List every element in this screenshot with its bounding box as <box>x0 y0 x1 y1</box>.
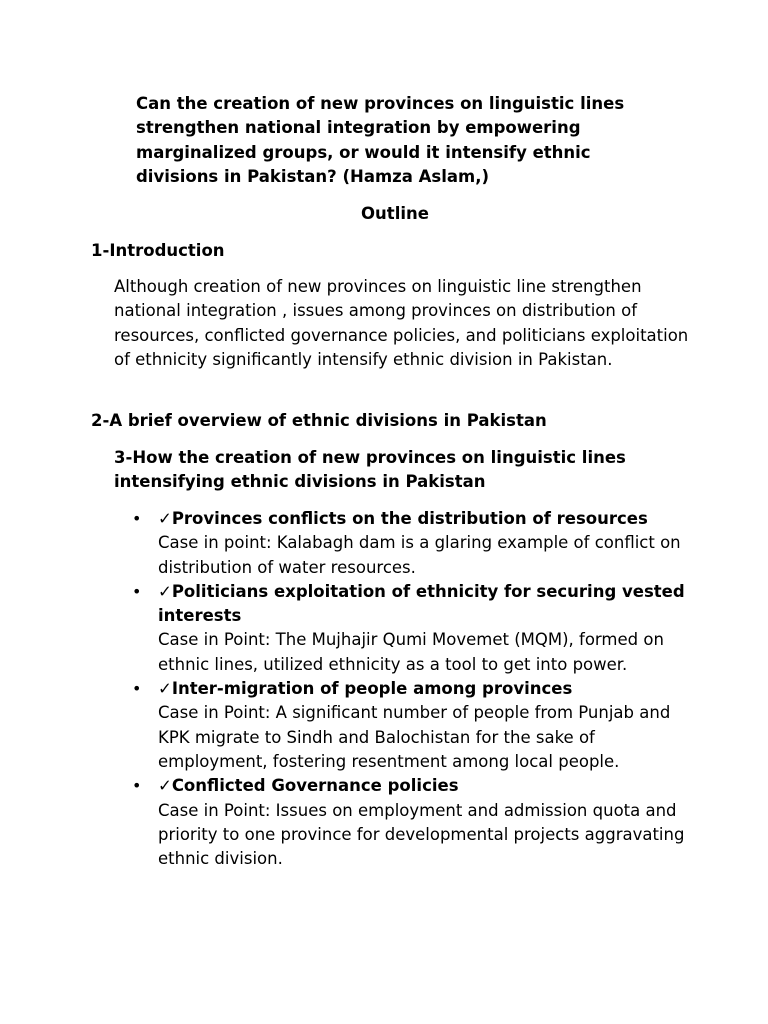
bullet-icon: • <box>132 509 142 528</box>
list-item <box>114 774 694 871</box>
introduction-heading: 1-Introduction <box>91 241 225 260</box>
list-item-example: Case in Point: A significant number of people from Punjab and KPK migrate to Sindh and Balochistan for the sake of employment, fostering resentment among local people. <box>158 703 671 771</box>
bullet-icon: • <box>132 776 142 796</box>
list-item <box>114 580 694 677</box>
argument-list <box>114 507 694 871</box>
list-item <box>114 507 694 580</box>
essay-question-title: Can the creation of new provinces on linguistic lines strengthen national integration by empowering marginalized groups, or would it intensify ethnic divisions in Pakistan? (Hamza Aslam,) <box>136 94 625 186</box>
list-item-example: Case in point: Kalabagh dam is a glaring example of conflict on distribution of water resources. <box>158 533 681 577</box>
bullet-icon: • <box>132 679 142 699</box>
bullet-icon: • <box>132 581 142 601</box>
list-item-heading: ✓Conflicted Governance policies <box>158 776 459 796</box>
list-item-heading: ✓Provinces conflicts on the distribution of resources <box>158 509 648 528</box>
list-item-example: Case in Point: Issues on employment and admission quota and priority to one province for developmental projects aggravating ethnic division. <box>158 800 685 869</box>
outline-heading: Outline <box>361 204 429 223</box>
creation-intensifying-heading: 3-How the creation of new provinces on linguistic lines intensifying ethnic divisions in Pakistan <box>114 448 626 492</box>
list-item-heading: ✓Inter-migration of people among provinces <box>158 679 573 699</box>
list-item <box>114 677 694 774</box>
list-item-example: Case in Point: The Mujhajir Qumi Movemet (MQM), formed on ethnic lines, utilized ethnicity as a tool to get into power. <box>158 630 664 674</box>
list-item-heading: ✓Politicians exploitation of ethnicity for securing vested interests <box>158 581 685 626</box>
introduction-paragraph: Although creation of new provinces on linguistic line strengthen national integration , issues among provinces on distribution of resources, conflicted governance policies, and politicians exploitation of ethnicity significantly intensify ethnic division in Pakistan. <box>114 277 689 369</box>
overview-heading: 2-A brief overview of ethnic divisions in Pakistan <box>91 411 547 430</box>
